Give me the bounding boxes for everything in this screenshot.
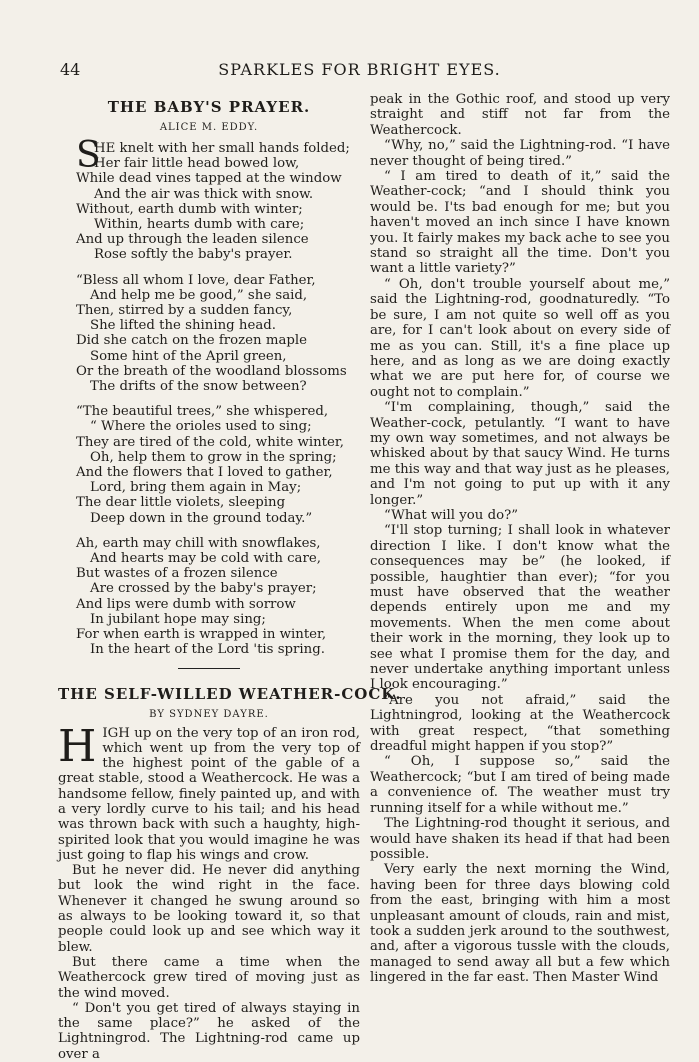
story-paragraph: “ Don't you get tired of always staying in the same place?” he asked of the Lightningrod. The Lightning-rod came up over a [58, 1001, 360, 1062]
story-paragraph: “Are you not afraid,” said the Lightningrod, looking at the Weathercock with great respect, “that something dreadful might happen if you stop?” [370, 693, 670, 755]
page-number: 44 [60, 60, 80, 79]
poem-line: And lips were dumb with sorrow [76, 597, 360, 612]
story-paragraph: “Why, no,” said the Lightning-rod. “I have never thought of being tired.” [370, 138, 670, 169]
poem-title: THE BABY'S PRAYER. [58, 98, 360, 116]
left-column [58, 92, 360, 1062]
story-paragraph: “I'm complaining, though,” said the Weather-cock, petulantly. “I want to have my own way sometimes, and not always be whisked about by that saucy Wind. He turns me this way and that way just as he pleases, and I'm not going to put up with it any longer.” [370, 400, 670, 508]
poem-line: Then, stirred by a sudden fancy, [76, 303, 360, 318]
poem-stanza [76, 536, 360, 658]
poem-line: Are crossed by the baby's prayer; [76, 581, 360, 596]
story-paragraph [58, 726, 360, 864]
poem-line: And the flowers that I loved to gather, [76, 465, 360, 480]
poem-line: Lord, bring them again in May; [76, 480, 360, 495]
story-author: BY SYDNEY DAYRE. [58, 709, 360, 720]
poem-line: “ Where the orioles used to sing; [76, 419, 360, 434]
poem-line: Some hint of the April green, [76, 349, 360, 364]
story-paragraph: “What will you do?” [370, 508, 670, 523]
poem-line: HE knelt with her small hands folded; [94, 141, 360, 156]
poem-line: Without, earth dumb with winter; [76, 202, 360, 217]
poem-line: The dear little violets, sleeping [76, 495, 360, 510]
poem-line: The drifts of the snow between? [76, 379, 360, 394]
poem-line: Rose softly the baby's prayer. [94, 247, 360, 262]
poem-line: They are tired of the cold, white winter, [76, 435, 360, 450]
story-paragraph: Very early the next morning the Wind, having been for three days blowing cold from the east, bringing with him a most unpleasant amount of clouds, rain and mist, took a sudden jerk around to the southwest, and, after a vigorous tussle with the clouds, managed to send away all but a few which lingered in the far east. Then Master Wind [370, 862, 670, 985]
poem-stanza [76, 141, 360, 263]
running-head: SPARKLES FOR BRIGHT EYES. [60, 60, 659, 79]
poem-author: ALICE M. EDDY. [58, 122, 360, 133]
poem-line: She lifted the shining head. [76, 318, 360, 333]
right-column [370, 92, 670, 986]
story-title: THE SELF-WILLED WEATHER-COCK. [58, 685, 360, 703]
poem-line: Deep down in the ground today.” [76, 511, 360, 526]
poem-line: And up through the leaden silence [76, 232, 360, 247]
poem-line: “The beautiful trees,” she whispered, [76, 404, 360, 419]
poem-line: Her fair little head bowed low, [94, 156, 360, 171]
poem-stanza [76, 273, 360, 395]
story-paragraph: But he never did. He never did anything but look the wind right in the face. Whenever it changed he swung around so as always to be looking toward it, so that people could look up and see which way it blew. [58, 863, 360, 955]
story-paragraph: “ Oh, I suppose so,” said the Weathercock; “but I am tired of being made a convenience of. The weather must try running itself for a while without me.” [370, 754, 670, 816]
poem-line: Oh, help them to grow in the spring; [76, 450, 360, 465]
poem-line: And hearts may be cold with care, [76, 551, 360, 566]
poem-dropcap: S [76, 139, 101, 173]
poem-line: For when earth is wrapped in winter, [76, 627, 360, 642]
poem-line: Did she catch on the frozen maple [76, 333, 360, 348]
poem-line: And help me be good,” she said, [76, 288, 360, 303]
story-paragraph: “ I am tired to death of it,” said the Weather-cock; “and I should think you would be. I'ts bad enough for me; but you haven't moved an inch since I have known you. It fairly makes my back ache to see you stand so straight all the time. Don't you want a little variety?” [370, 169, 670, 277]
page-header [60, 60, 659, 82]
poem-stanza [76, 404, 360, 526]
story-paragraph: “ Oh, don't trouble yourself about me,” said the Lightning-rod, goodnaturedly. “To be sure, I am not quite so well off as you are, for I can't look about on every side of me as you can. Still, it's a fine place up here, and as long as we are doing exactly what we are put here for, of course we ought not to complain.” [370, 277, 670, 400]
paragraph-text: IGH up on the very top of an iron rod, which went up from the very top of the highest point of the gable of a great stable, stood a Weathercock. He was a handsome fellow, finely painted up, and with a very lordly curve to his tail; and his head was thrown back with such a haughty, high-spirited look that you would imagine he was just going to flap his wings and crow. [58, 726, 360, 863]
story-paragraph: The Lightning-rod thought it serious, and would have shaken its head if that had been possible. [370, 816, 670, 862]
story-paragraph: But there came a time when the Weathercock grew tired of moving just as the wind moved. [58, 955, 360, 1001]
poem-line: “Bless all whom I love, dear Father, [76, 273, 360, 288]
poem-line: Ah, earth may chill with snowflakes, [76, 536, 360, 551]
story-paragraph: “I'll stop turning; I shall look in whatever direction I like. I don't know what the consequences may be” (he looked, if possible, haughtier than ever); “for you must have observed that the weather depends entirely upon me and my movements. When the men come about their work in the morning, they look up to see what I promise them for the day, and never undertake anything important unless I look encouraging.” [370, 523, 670, 692]
story-text-left [58, 726, 360, 1062]
section-divider [178, 668, 240, 669]
story-text-right [370, 92, 670, 986]
poem-line: While dead vines tapped at the window [76, 171, 360, 186]
story-paragraph: peak in the Gothic roof, and stood up very straight and stiff not far from the Weathercock. [370, 92, 670, 138]
poem-line: In the heart of the Lord 'tis spring. [76, 642, 360, 657]
story-dropcap: H [58, 728, 96, 766]
poem-line: Or the breath of the woodland blossoms [76, 364, 360, 379]
poem-line: Within, hearts dumb with care; [94, 217, 360, 232]
poem-line: And the air was thick with snow. [94, 187, 360, 202]
poem-line: But wastes of a frozen silence [76, 566, 360, 581]
poem-line: In jubilant hope may sing; [76, 612, 360, 627]
